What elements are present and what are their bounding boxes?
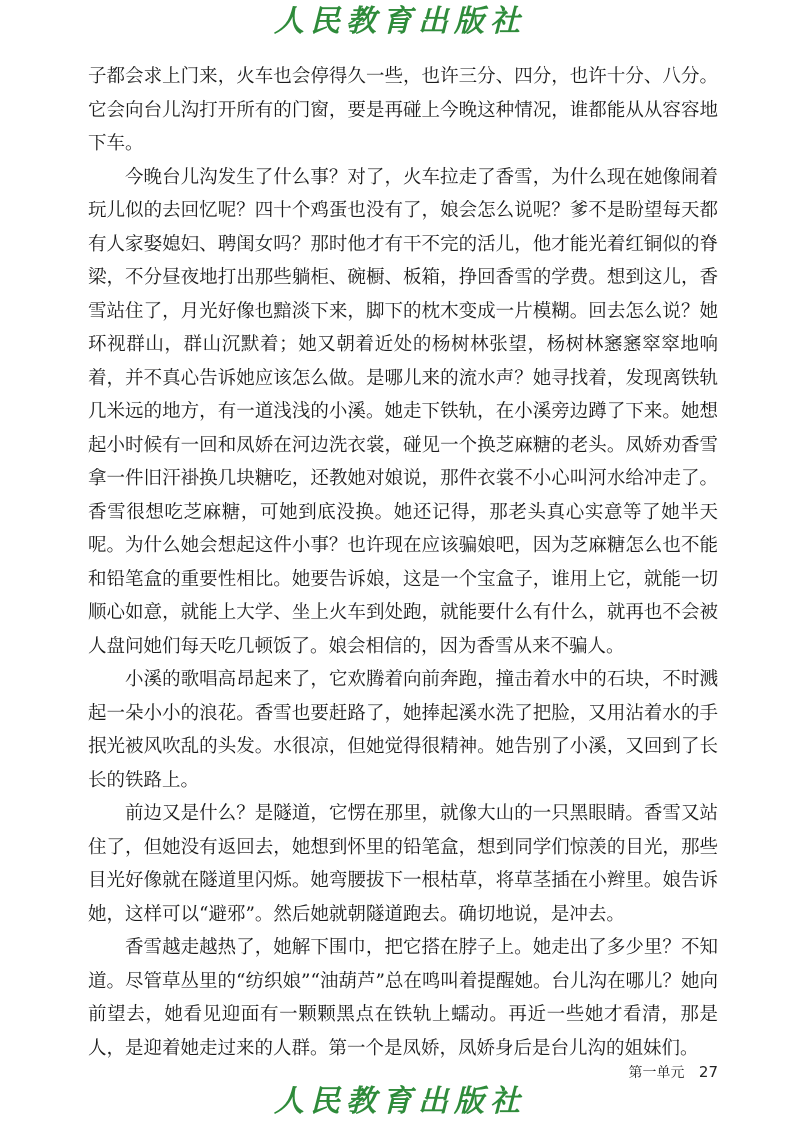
paragraph: 小溪的歌唱高昂起来了，它欢腾着向前奔跑，撞击着水中的石块，不时溅起一朵小小的浪花。香雪也要赶路了，她捧起溪水洗了把脸，又用沾着水的手抿光被风吹乱的头发。水很凉，但她觉得很精神。她告别了小溪，又回到了长长的铁路上。 [88,669,718,791]
paragraph-continued: 子都会求上门来，火车也会停得久一些，也许三分、四分，也许十分、八分。它会向台儿沟打开所有的门窗，要是再碰上今晚这种情况，谁都能从从容容地下车。 [88,66,718,154]
page-number: 27 [698,1063,718,1081]
body-text [88,60,718,1065]
publisher-logo-bottom: 人民教育出版社 [274,1084,526,1119]
paragraph: 香雪越走越热了，她解下围巾，把它搭在脖子上。她走出了多少里？不知道。尽管草丛里的“纺织娘”“油葫芦”总在鸣叫着提醒她。台儿沟在哪儿？她向前望去，她看见迎面有一颗颗黑点在铁轨上蠕动。再近一些她才看清，那是人，是迎着她走过来的人群。第一个是凤娇，凤娇身后是台儿沟的姐妹们。 [88,937,718,1059]
page-footer [628,1062,718,1082]
unit-label: 第一单元 [628,1065,685,1081]
paragraph: 今晚台儿沟发生了什么事？对了，火车拉走了香雪，为什么现在她像闹着玩儿似的去回忆呢？四十个鸡蛋也没有了，娘会怎么说呢？爹不是盼望每天都有人家娶媳妇、聘闺女吗？那时他才有干不完的活儿，他才能光着红铜似的脊梁，不分昼夜地打出那些躺柜、碗橱、板箱，挣回香雪的学费。想到这儿，香雪站住了，月光好像也黯淡下来，脚下的枕木变成一片模糊。回去怎么说？她环视群山，群山沉默着；她又朝着近处的杨树林张望，杨树林窸窸窣窣地响着，并不真心告诉她应该怎么做。是哪儿来的流水声？她寻找着，发现离铁轨几米远的地方，有一道浅浅的小溪。她走下铁轨，在小溪旁边蹲了下来。她想起小时候有一回和凤娇在河边洗衣裳，碰见一个换芝麻糖的老头。凤娇劝香雪拿一件旧汗褂换几块糖吃，还教她对娘说，那件衣裳不小心叫河水给冲走了。香雪很想吃芝麻糖，可她到底没换。她还记得，那老头真心实意等了她半天呢。为什么她会想起这件小事？也许现在应该骗娘吧，因为芝麻糖怎么也不能和铅笔盒的重要性相比。她要告诉娘，这是一个宝盒子，谁用上它，就能一切顺心如意，就能上大学、坐上火车到处跑，就能要什么有什么，就再也不会被人盘问她们每天吃几顿饭了。娘会相信的，因为香雪从来不骗人。 [88,166,718,657]
paragraph: 前边又是什么？是隧道，它愣在那里，就像大山的一只黑眼睛。香雪又站住了，但她没有返回去，她想到怀里的铅笔盒，想到同学们惊羡的目光，那些目光好像就在隧道里闪烁。她弯腰拔下一根枯草，将草茎插在小辫里。娘告诉她，这样可以“避邪”。然后她就朝隧道跑去。确切地说，是冲去。 [88,803,718,925]
publisher-logo-top: 人民教育出版社 [274,4,526,39]
